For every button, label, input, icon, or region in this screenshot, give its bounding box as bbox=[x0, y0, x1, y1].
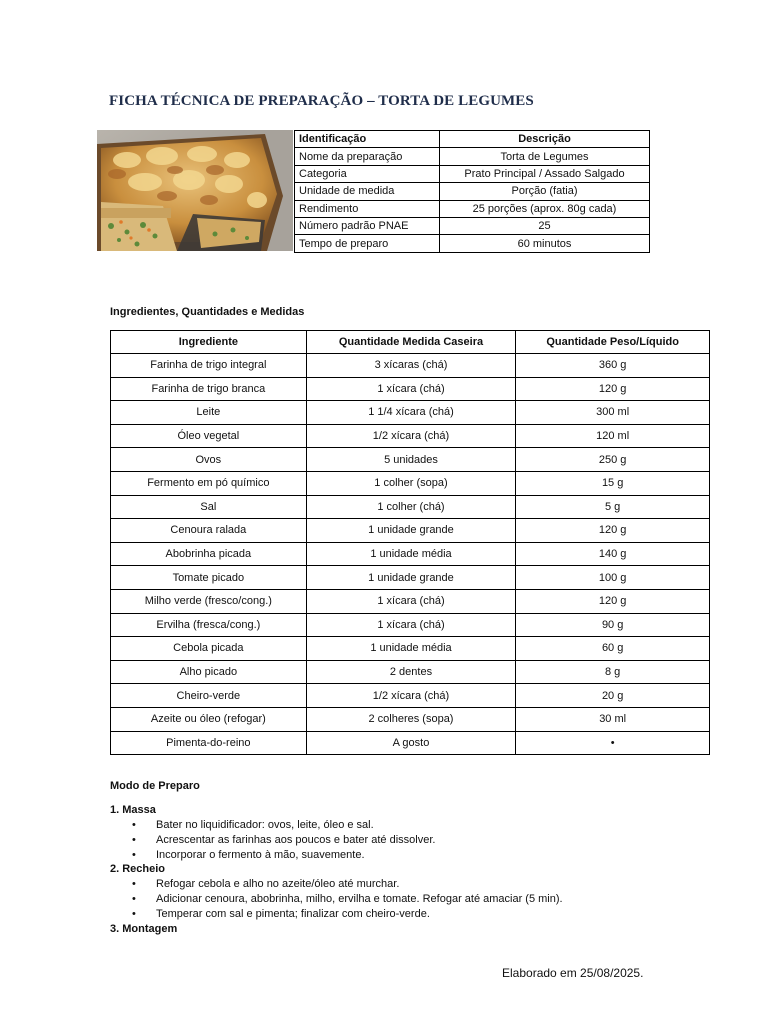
household-measure: 1/2 xícara (chá) bbox=[306, 684, 516, 708]
identification-row bbox=[295, 165, 650, 182]
weight-volume: 60 g bbox=[516, 637, 710, 661]
identification-header-description: Descrição bbox=[440, 131, 650, 148]
household-measure: 1 colher (chá) bbox=[306, 495, 516, 519]
ingredients-table bbox=[110, 330, 710, 755]
footer-date: Elaborado em 25/08/2025. bbox=[502, 966, 644, 980]
weight-volume: 120 g bbox=[516, 519, 710, 543]
ingredient-name: Leite bbox=[111, 401, 307, 425]
bullet-icon: • bbox=[132, 893, 136, 906]
ingredient-name: Abobrinha picada bbox=[111, 542, 307, 566]
step-title: 3. Montagem bbox=[110, 922, 178, 935]
vegetable-pie-photo bbox=[97, 130, 293, 251]
ingredient-name: Farinha de trigo integral bbox=[111, 354, 307, 378]
ingredient-name: Óleo vegetal bbox=[111, 424, 307, 448]
household-measure: 3 xícaras (chá) bbox=[306, 354, 516, 378]
ingredient-name: Alho picado bbox=[111, 660, 307, 684]
ingredient-name: Sal bbox=[111, 495, 307, 519]
list-item-text: Temperar com sal e pimenta; finalizar com cheiro-verde. bbox=[156, 907, 430, 920]
household-measure: 1 unidade média bbox=[306, 637, 516, 661]
list-item bbox=[132, 907, 710, 922]
ingredients-heading: Ingredientes, Quantidades e Medidas bbox=[110, 306, 305, 318]
household-measure: 2 colheres (sopa) bbox=[306, 707, 516, 731]
household-measure: 1 unidade grande bbox=[306, 566, 516, 590]
household-measure: 1 unidade média bbox=[306, 542, 516, 566]
weight-volume: 8 g bbox=[516, 660, 710, 684]
weight-volume: 5 g bbox=[516, 495, 710, 519]
bullet-icon: • bbox=[132, 833, 136, 846]
ingredient-name: Fermento em pó químico bbox=[111, 471, 307, 495]
table-row bbox=[111, 566, 710, 590]
step-title: 1. Massa bbox=[110, 804, 156, 816]
preparation-heading: Modo de Preparo bbox=[110, 780, 200, 792]
ingredient-name: Cenoura ralada bbox=[111, 519, 307, 543]
table-row bbox=[111, 401, 710, 425]
table-row bbox=[111, 471, 710, 495]
identification-row bbox=[295, 235, 650, 252]
identification-row bbox=[295, 200, 650, 217]
identification-label: Rendimento bbox=[295, 200, 440, 217]
list-item bbox=[132, 818, 710, 833]
ingredient-name: Azeite ou óleo (refogar) bbox=[111, 707, 307, 731]
identification-table bbox=[294, 130, 650, 253]
identification-value: 25 porções (aprox. 80g cada) bbox=[440, 200, 650, 217]
identification-value: 60 minutos bbox=[440, 235, 650, 252]
ingredients-table-body bbox=[111, 354, 710, 755]
weight-volume: 90 g bbox=[516, 613, 710, 637]
identification-label: Tempo de preparo bbox=[295, 235, 440, 252]
list-item-text: Incorporar o fermento à mão, suavemente. bbox=[156, 848, 365, 861]
household-measure: 1 colher (sopa) bbox=[306, 471, 516, 495]
household-measure: 5 unidades bbox=[306, 448, 516, 472]
household-measure: 1 xícara (chá) bbox=[306, 613, 516, 637]
ingredient-name: Tomate picado bbox=[111, 566, 307, 590]
document-title: FICHA TÉCNICA DE PREPARAÇÃO – TORTA DE LEGUMES bbox=[109, 93, 534, 109]
step-items bbox=[110, 877, 710, 921]
weight-volume: 120 g bbox=[516, 589, 710, 613]
identification-label: Unidade de medida bbox=[295, 183, 440, 200]
weight-volume: 100 g bbox=[516, 566, 710, 590]
list-item-text: Adicionar cenoura, abobrinha, milho, ervilha e tomate. Refogar até amaciar (5 min). bbox=[156, 893, 563, 906]
ingredients-header-household-measure: Quantidade Medida Caseira bbox=[306, 331, 516, 354]
preparation-steps bbox=[110, 803, 710, 937]
household-measure: 1/2 xícara (chá) bbox=[306, 424, 516, 448]
weight-volume: 250 g bbox=[516, 448, 710, 472]
list-item-text: Refogar cebola e alho no azeite/óleo até murchar. bbox=[156, 878, 400, 891]
identification-row bbox=[295, 148, 650, 165]
weight-volume: 20 g bbox=[516, 684, 710, 708]
bullet-icon: • bbox=[132, 878, 136, 891]
household-measure: 2 dentes bbox=[306, 660, 516, 684]
list-item bbox=[132, 877, 710, 892]
list-item bbox=[132, 892, 710, 907]
table-row bbox=[111, 684, 710, 708]
ingredient-name: Farinha de trigo branca bbox=[111, 377, 307, 401]
identification-header-label: Identificação bbox=[295, 131, 440, 148]
bullet-icon: • bbox=[132, 907, 136, 920]
household-measure: 1 xícara (chá) bbox=[306, 589, 516, 613]
ingredients-header-weight: Quantidade Peso/Líquido bbox=[516, 331, 710, 354]
ingredient-name: Pimenta-do-reino bbox=[111, 731, 307, 755]
table-row bbox=[111, 660, 710, 684]
weight-volume: 120 g bbox=[516, 377, 710, 401]
table-row bbox=[111, 519, 710, 543]
weight-volume: 360 g bbox=[516, 354, 710, 378]
list-item bbox=[132, 848, 710, 863]
identification-value: 25 bbox=[440, 217, 650, 234]
table-row bbox=[111, 448, 710, 472]
table-row bbox=[111, 354, 710, 378]
ingredient-name: Ovos bbox=[111, 448, 307, 472]
table-row bbox=[111, 424, 710, 448]
step-title: 2. Recheio bbox=[110, 863, 166, 876]
weight-volume: 30 ml bbox=[516, 707, 710, 731]
list-item bbox=[132, 833, 710, 848]
weight-volume: • bbox=[516, 731, 710, 755]
weight-volume: 15 g bbox=[516, 471, 710, 495]
list-item-text: Acrescentar as farinhas aos poucos e bater até dissolver. bbox=[156, 833, 436, 846]
identification-row bbox=[295, 183, 650, 200]
identification-row bbox=[295, 217, 650, 234]
ingredient-name: Cheiro-verde bbox=[111, 684, 307, 708]
household-measure: 1 unidade grande bbox=[306, 519, 516, 543]
ingredients-header-row bbox=[111, 331, 710, 354]
household-measure: A gosto bbox=[306, 731, 516, 755]
bullet-icon: • bbox=[132, 848, 136, 861]
list-item-text: Bater no liquidificador: ovos, leite, óleo e sal. bbox=[156, 819, 374, 831]
identification-label: Categoria bbox=[295, 165, 440, 182]
step-items bbox=[110, 818, 710, 862]
identification-label: Número padrão PNAE bbox=[295, 217, 440, 234]
weight-volume: 140 g bbox=[516, 542, 710, 566]
weight-volume: 120 ml bbox=[516, 424, 710, 448]
table-row bbox=[111, 589, 710, 613]
table-row bbox=[111, 613, 710, 637]
table-row bbox=[111, 377, 710, 401]
identification-value: Porção (fatia) bbox=[440, 183, 650, 200]
table-row bbox=[111, 731, 710, 755]
household-measure: 1 1/4 xícara (chá) bbox=[306, 401, 516, 425]
household-measure: 1 xícara (chá) bbox=[306, 377, 516, 401]
table-row bbox=[111, 707, 710, 731]
identification-value: Prato Principal / Assado Salgado bbox=[440, 165, 650, 182]
identification-header-row bbox=[295, 131, 650, 148]
table-row bbox=[111, 495, 710, 519]
weight-volume: 300 ml bbox=[516, 401, 710, 425]
ingredient-name: Cebola picada bbox=[111, 637, 307, 661]
identification-label: Nome da preparação bbox=[295, 148, 440, 165]
ingredient-name: Ervilha (fresca/cong.) bbox=[111, 613, 307, 637]
identification-value: Torta de Legumes bbox=[440, 148, 650, 165]
bullet-icon: • bbox=[132, 819, 136, 831]
table-row bbox=[111, 542, 710, 566]
table-row bbox=[111, 637, 710, 661]
ingredient-name: Milho verde (fresco/cong.) bbox=[111, 589, 307, 613]
ingredients-header-ingredient: Ingrediente bbox=[111, 331, 307, 354]
